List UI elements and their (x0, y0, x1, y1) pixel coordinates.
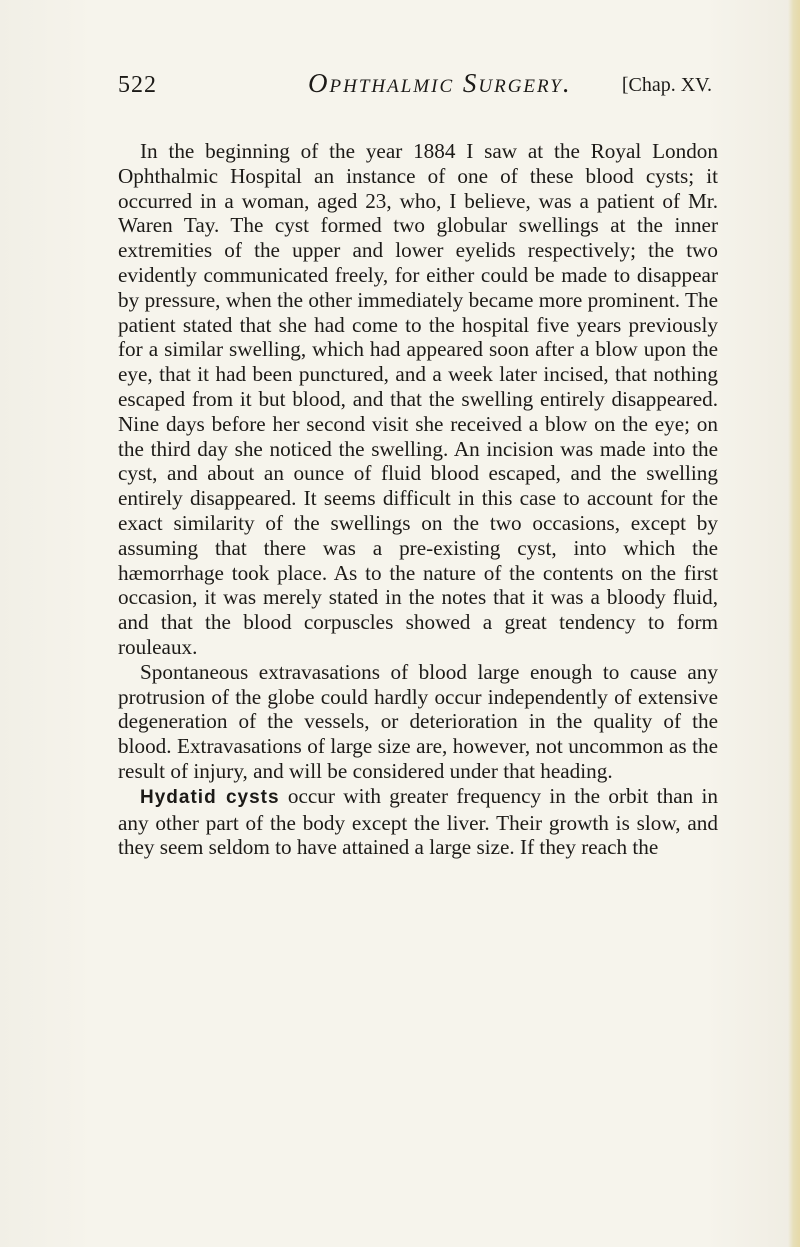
page-number: 522 (118, 72, 157, 98)
paragraph-extravasations: Spontaneous extravasations of blood large enough to cause any protrusion of the globe could hardly occur independently of extensive degeneration of the vessels, or deterioration in the quality of the blood. Extravasations of large size are, however, not uncommon as the result of injury, and will be considered under that heading. (118, 659, 718, 783)
paragraph-blood-cyst-case: In the beginning of the year 1884 I saw at the Royal London Ophthalmic Hospital an instance of one of these blood cysts; it occurred in a woman, aged 23, who, I believe, was a patient of Mr. Waren Tay. The cyst formed two globular swellings at the inner extremities of the upper and lower eyelids respectively; the two evidently communicated freely, for either could be made to disappear by pressure, when the other immediately became more prominent. The patient stated that she had come to the hospital five years previously for a similar swelling, which had appeared soon after a blow upon the eye, that it had been punctured, and a week later incised, that nothing escaped from it but blood, and that the swelling entirely disappeared. Nine days before her second visit she received a blow on the eye; on the third day she noticed the swelling. An incision was made into the cyst, and about an ounce of fluid blood escaped, and the swelling entirely disappeared. It seems difficult in this case to account for the exact similarity of the swellings on the two occasions, except by assuming that there was a pre-existing cyst, into which the hæmorrhage took place. As to the nature of the contents on the first occasion, it was merely stated in the notes that it was a bloody fluid, and that the blood corpuscles showed a great tendency to form rouleaux. (118, 139, 718, 659)
chapter-reference: [Chap. XV. (621, 74, 712, 96)
page-edge (788, 0, 800, 1247)
paragraph-hydatid-cysts (118, 784, 718, 860)
section-heading-hydatid-cysts: Hydatid cysts (140, 786, 280, 808)
running-head (118, 68, 712, 108)
running-title: Ophthalmic Surgery. (308, 68, 572, 98)
body-text (118, 139, 718, 860)
paragraph-text: occur with greater frequency in the orbit than in any other part of the body except the liver. Their growth is slow, and they seem seldom to have attained a large size. If they reach the (118, 783, 719, 860)
